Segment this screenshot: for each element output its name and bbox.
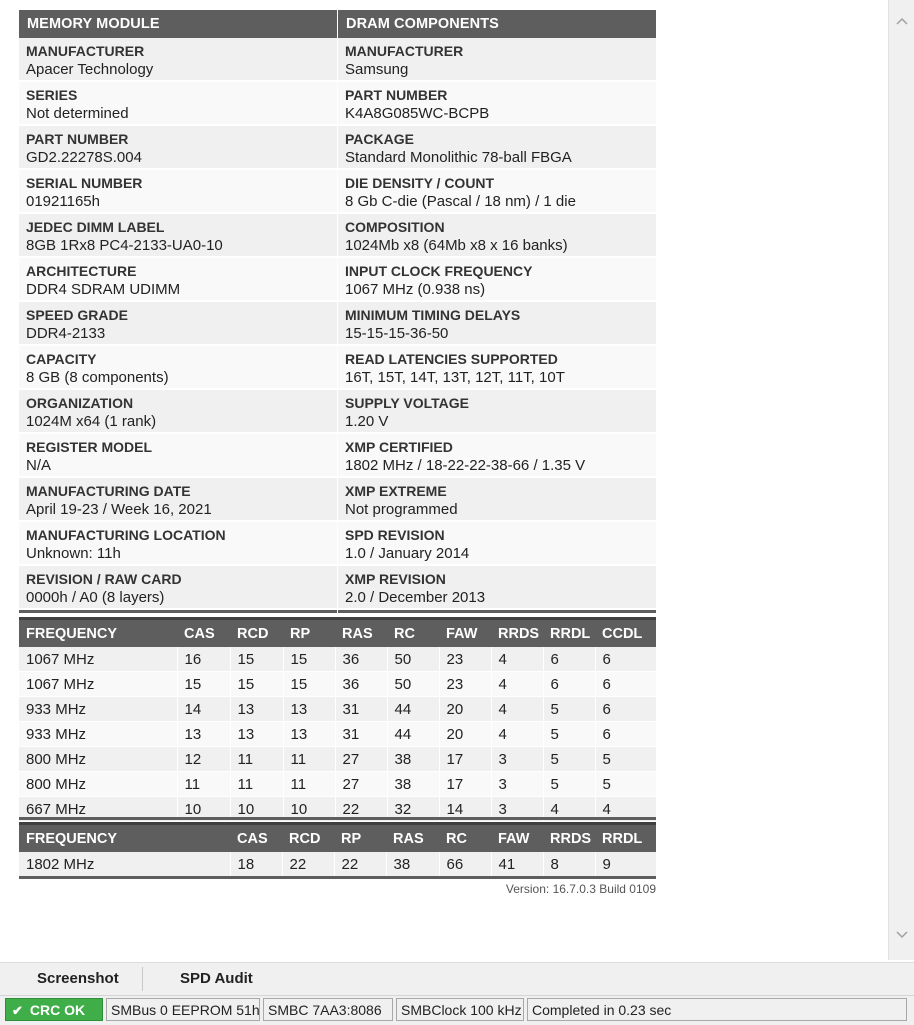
table-cell: 22 — [334, 852, 386, 877]
column-header: FAW — [491, 824, 543, 853]
info-row-value: 15-15-15-36-50 — [345, 325, 449, 342]
info-row — [338, 170, 656, 214]
info-row-value: 8GB 1Rx8 PC4-2133-UA0-10 — [26, 237, 223, 254]
smbc-status: SMBC 7AA3:8086 — [263, 998, 393, 1021]
table-cell: 15 — [283, 672, 335, 697]
table-cell: 6 — [595, 722, 656, 747]
table-cell: 9 — [595, 852, 656, 877]
table-cell: 32 — [387, 797, 439, 822]
info-row-label: READ LATENCIES SUPPORTED — [345, 351, 558, 367]
table-cell: 5 — [595, 747, 656, 772]
info-row — [19, 258, 337, 302]
info-row-label: PART NUMBER — [26, 131, 129, 147]
column-header: RCD — [230, 619, 283, 648]
info-row-value: 16T, 15T, 14T, 13T, 12T, 11T, 10T — [345, 369, 565, 386]
info-row — [338, 38, 656, 82]
column-header: CCDL — [595, 619, 656, 648]
table-cell: 8 — [543, 852, 595, 877]
dram-components-header: DRAM COMPONENTS — [338, 10, 656, 38]
smbclock-status: SMBClock 100 kHz — [396, 998, 524, 1021]
table-row — [19, 852, 656, 877]
column-header: RC — [387, 619, 439, 648]
table-cell: 4 — [491, 672, 543, 697]
table-cell: 13 — [230, 722, 283, 747]
table-cell: 3 — [491, 747, 543, 772]
table-cell: 1067 MHz — [19, 672, 177, 697]
table-cell: 4 — [491, 647, 543, 672]
info-row-label: MANUFACTURING LOCATION — [26, 527, 226, 543]
info-row-value: 01921165h — [26, 193, 100, 210]
column-header: CAS — [177, 619, 230, 648]
table-cell: 38 — [387, 772, 439, 797]
info-row-label: DIE DENSITY / COUNT — [345, 175, 495, 191]
info-row-label: JEDEC DIMM LABEL — [26, 219, 165, 235]
info-row-value: April 19-23 / Week 16, 2021 — [26, 501, 212, 518]
table-row — [19, 647, 656, 672]
table-cell: 11 — [230, 747, 283, 772]
info-row — [19, 38, 337, 82]
table-cell: 800 MHz — [19, 747, 177, 772]
info-row-label: MANUFACTURER — [26, 43, 145, 59]
info-row — [338, 566, 656, 610]
info-row-label: SPD REVISION — [345, 527, 445, 543]
jedec-timings-header-row — [19, 619, 656, 648]
jedec-timings-body — [19, 647, 656, 822]
table-cell: 10 — [177, 797, 230, 822]
table-cell: 11 — [177, 772, 230, 797]
info-row — [338, 82, 656, 126]
info-row-label: MANUFACTURING DATE — [26, 483, 191, 499]
info-row-value: 8 Gb C-die (Pascal / 18 nm) / 1 die — [345, 193, 576, 210]
table-cell: 6 — [595, 647, 656, 672]
info-row-label: XMP CERTIFIED — [345, 439, 453, 455]
table-cell: 27 — [335, 747, 387, 772]
status-bar — [0, 995, 914, 1025]
info-row-label: MINIMUM TIMING DELAYS — [345, 307, 521, 323]
table-cell: 4 — [543, 797, 595, 822]
jedec-timings-table — [19, 617, 657, 822]
info-row — [19, 170, 337, 214]
info-row-value: DDR4-2133 — [26, 325, 106, 342]
table-cell: 12 — [177, 747, 230, 772]
table-cell: 27 — [335, 772, 387, 797]
table-cell: 4 — [491, 697, 543, 722]
info-row-value: Unknown: 11h — [26, 545, 121, 562]
table-row — [19, 722, 656, 747]
table-cell: 5 — [543, 697, 595, 722]
dram-components-rows — [338, 38, 656, 610]
table-cell: 15 — [230, 672, 283, 697]
table-cell: 933 MHz — [19, 697, 177, 722]
table-cell: 6 — [543, 672, 595, 697]
info-row-label: SERIES — [26, 87, 78, 103]
table-cell: 44 — [387, 697, 439, 722]
table-cell: 20 — [439, 697, 491, 722]
info-row-label: SUPPLY VOLTAGE — [345, 395, 469, 411]
table-cell: 11 — [283, 747, 335, 772]
info-row-value: 1802 MHz / 18-22-22-38-66 / 1.35 V — [345, 457, 586, 474]
info-row-value: 1024Mb x8 (64Mb x8 x 16 banks) — [345, 237, 568, 254]
memory-module-panel — [19, 10, 337, 613]
table-cell: 66 — [439, 852, 491, 877]
info-row — [19, 346, 337, 390]
info-row-label: ORGANIZATION — [26, 395, 134, 411]
info-row-value: Not determined — [26, 105, 129, 122]
table-cell: 11 — [283, 772, 335, 797]
table-cell: 36 — [335, 647, 387, 672]
table-cell: 38 — [387, 747, 439, 772]
table-cell: 14 — [439, 797, 491, 822]
table-cell: 5 — [543, 747, 595, 772]
info-row-label: PACKAGE — [345, 131, 414, 147]
info-row — [19, 434, 337, 478]
table-cell: 1802 MHz — [19, 852, 230, 877]
info-row — [338, 302, 656, 346]
info-row-label: XMP REVISION — [345, 571, 446, 587]
info-row-value: 2.0 / December 2013 — [345, 589, 486, 606]
chevron-down-icon[interactable] — [889, 922, 914, 948]
crc-status-badge — [5, 998, 103, 1021]
table-cell: 44 — [387, 722, 439, 747]
table-cell: 5 — [543, 772, 595, 797]
table-cell: 22 — [335, 797, 387, 822]
column-header: RP — [283, 619, 335, 648]
xmp-timings-body — [19, 852, 656, 877]
column-header: RCD — [282, 824, 334, 853]
column-header: FREQUENCY — [19, 824, 230, 853]
info-row — [338, 214, 656, 258]
column-header: RAS — [335, 619, 387, 648]
table-cell: 3 — [491, 797, 543, 822]
info-row — [19, 126, 337, 170]
table-cell: 6 — [543, 647, 595, 672]
info-row-label: INPUT CLOCK FREQUENCY — [345, 263, 533, 279]
table-bottom-border — [19, 876, 656, 879]
info-row-value: Apacer Technology — [26, 61, 154, 78]
table-cell: 20 — [439, 722, 491, 747]
info-row-label: MANUFACTURER — [345, 43, 464, 59]
info-row-value: N/A — [26, 457, 52, 474]
table-cell: 50 — [387, 672, 439, 697]
info-row — [338, 346, 656, 390]
info-row-label: ARCHITECTURE — [26, 263, 137, 279]
info-row-label: XMP EXTREME — [345, 483, 447, 499]
info-row-label: SPEED GRADE — [26, 307, 128, 323]
table-row — [19, 747, 656, 772]
table-cell: 13 — [283, 697, 335, 722]
info-row-value: Standard Monolithic 78-ball FBGA — [345, 149, 572, 166]
column-header: RC — [439, 824, 491, 853]
column-header: CAS — [230, 824, 282, 853]
info-row — [19, 522, 337, 566]
table-cell: 15 — [230, 647, 283, 672]
xmp-timings-header-row — [19, 824, 656, 853]
memory-module-rows — [19, 38, 337, 610]
toolbar-separator — [142, 967, 143, 991]
checkmark-icon: ✔ — [12, 1003, 23, 1018]
table-cell: 38 — [386, 852, 439, 877]
column-header: RRDL — [543, 619, 595, 648]
table-cell: 933 MHz — [19, 722, 177, 747]
memory-module-header: MEMORY MODULE — [19, 10, 337, 38]
table-cell: 15 — [177, 672, 230, 697]
table-cell: 15 — [283, 647, 335, 672]
info-row-label: REGISTER MODEL — [26, 439, 153, 455]
xmp-timings-table — [19, 822, 657, 877]
info-row — [338, 434, 656, 478]
column-header: FREQUENCY — [19, 619, 177, 648]
info-row — [338, 258, 656, 302]
panel-bottom-border — [19, 610, 337, 613]
table-cell: 667 MHz — [19, 797, 177, 822]
info-row-value: GD2.22278S.004 — [26, 149, 142, 166]
panel-bottom-border — [338, 610, 656, 613]
table-cell: 4 — [491, 722, 543, 747]
table-cell: 3 — [491, 772, 543, 797]
info-row-value: Samsung — [345, 61, 409, 78]
info-row — [338, 522, 656, 566]
table-cell: 800 MHz — [19, 772, 177, 797]
completed-status: Completed in 0.23 sec — [527, 998, 907, 1021]
info-row-value: Not programmed — [345, 501, 458, 518]
info-row — [19, 82, 337, 126]
table-row — [19, 672, 656, 697]
smbus-status: SMBus 0 EEPROM 51h — [106, 998, 260, 1021]
table-row — [19, 697, 656, 722]
table-cell: 6 — [595, 697, 656, 722]
table-cell: 23 — [439, 672, 491, 697]
table-cell: 1067 MHz — [19, 647, 177, 672]
info-row — [19, 302, 337, 346]
screenshot-button[interactable]: Screenshot — [37, 970, 119, 987]
column-header: RRDL — [595, 824, 656, 853]
column-header: FAW — [439, 619, 491, 648]
spd-audit-button[interactable]: SPD Audit — [180, 970, 253, 987]
table-cell: 17 — [439, 747, 491, 772]
table-cell: 17 — [439, 772, 491, 797]
info-row — [19, 390, 337, 434]
info-row — [338, 126, 656, 170]
table-cell: 31 — [335, 722, 387, 747]
bottom-toolbar — [0, 962, 914, 995]
table-bottom-border — [19, 817, 656, 820]
info-row-value: 1067 MHz (0.938 ns) — [345, 281, 486, 298]
table-cell: 14 — [177, 697, 230, 722]
chevron-up-icon[interactable] — [889, 8, 914, 34]
table-cell: 10 — [283, 797, 335, 822]
info-row — [338, 478, 656, 522]
info-row-label: PART NUMBER — [345, 87, 448, 103]
vertical-scrollbar[interactable] — [888, 0, 914, 960]
table-row — [19, 772, 656, 797]
table-cell: 5 — [543, 722, 595, 747]
column-header: RRDS — [491, 619, 543, 648]
info-row-label: REVISION / RAW CARD — [26, 571, 182, 587]
table-cell: 22 — [282, 852, 334, 877]
table-cell: 13 — [177, 722, 230, 747]
info-row — [338, 390, 656, 434]
table-cell: 13 — [230, 697, 283, 722]
table-cell: 4 — [595, 797, 656, 822]
dram-components-panel — [338, 10, 656, 613]
table-cell: 13 — [283, 722, 335, 747]
info-row — [19, 566, 337, 610]
table-cell: 50 — [387, 647, 439, 672]
info-row-value: 1024M x64 (1 rank) — [26, 413, 157, 430]
info-row-label: COMPOSITION — [345, 219, 445, 235]
info-row-value: 1.0 / January 2014 — [345, 545, 470, 562]
info-row-value: DDR4 SDRAM UDIMM — [26, 281, 181, 298]
table-cell: 11 — [230, 772, 283, 797]
info-row-value: 8 GB (8 components) — [26, 369, 169, 386]
info-row-value: 1.20 V — [345, 413, 389, 430]
column-header: RP — [334, 824, 386, 853]
version-label: Version: 16.7.0.3 Build 0109 — [505, 882, 656, 896]
table-cell: 5 — [595, 772, 656, 797]
info-row — [19, 478, 337, 522]
table-cell: 10 — [230, 797, 283, 822]
info-row-label: CAPACITY — [26, 351, 97, 367]
table-cell: 31 — [335, 697, 387, 722]
crc-status-text: CRC OK — [29, 1002, 86, 1018]
column-header: RAS — [386, 824, 439, 853]
table-cell: 23 — [439, 647, 491, 672]
table-cell: 18 — [230, 852, 282, 877]
table-cell: 16 — [177, 647, 230, 672]
info-row-value: 0000h / A0 (8 layers) — [26, 589, 165, 606]
info-row-label: SERIAL NUMBER — [26, 175, 143, 191]
info-row — [19, 214, 337, 258]
table-cell: 36 — [335, 672, 387, 697]
info-row-value: K4A8G085WC-BCPB — [345, 105, 490, 122]
table-cell: 41 — [491, 852, 543, 877]
column-header: RRDS — [543, 824, 595, 853]
table-cell: 6 — [595, 672, 656, 697]
